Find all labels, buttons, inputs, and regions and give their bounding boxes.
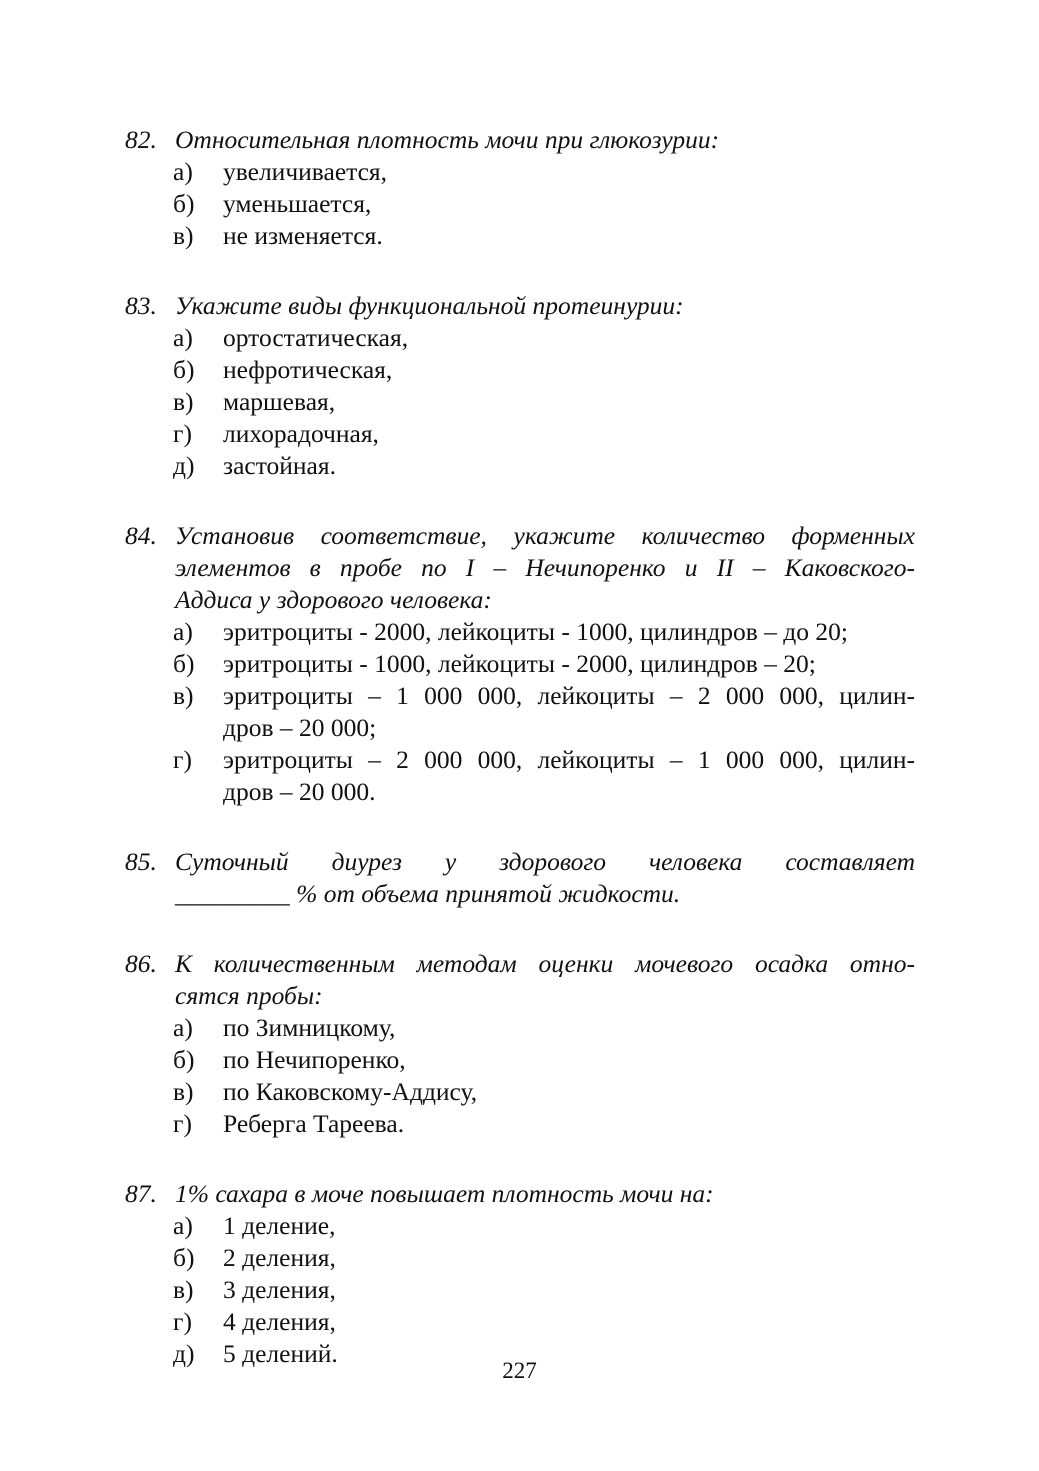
question-block (125, 290, 915, 482)
question-text-line: Суточный диурез у здорового человека составляет (175, 847, 915, 876)
answer-option-text (223, 354, 915, 386)
question-block (125, 520, 915, 808)
answer-option-letter: б) (173, 189, 195, 218)
answer-option-text (223, 188, 915, 220)
answer-option-line: 2 деления, (223, 1243, 336, 1272)
answer-option-line: дров – 20 000; (223, 713, 377, 742)
question-text-line: сятся пробы: (175, 981, 323, 1010)
answer-options (125, 322, 915, 482)
question-text-line: Относительная плотность мочи при глюкозурии: (175, 125, 720, 154)
question-heading (125, 1178, 915, 1210)
question-text (175, 520, 915, 616)
question-heading (125, 846, 915, 910)
answer-option (173, 1274, 915, 1306)
question-text-line: _________ % от объема принятой жидкости. (175, 879, 681, 908)
answer-option-text (223, 220, 915, 252)
question-text-line: элементов в пробе по I – Нечипоренко и II – Каковского- (175, 553, 915, 582)
answer-option-letter: б) (173, 1045, 195, 1074)
answer-option-letter: а) (173, 617, 193, 646)
answer-option (173, 680, 915, 744)
answer-option (173, 156, 915, 188)
answer-option-letter: а) (173, 1211, 193, 1240)
answer-option (173, 450, 915, 482)
answer-option (173, 616, 915, 648)
question-text-line: Установив соответствие, укажите количество форменных (175, 521, 915, 550)
answer-option-letter: а) (173, 1013, 193, 1042)
question-heading (125, 290, 915, 322)
answer-option (173, 188, 915, 220)
answer-option-text (223, 450, 915, 482)
answer-option-text (223, 648, 915, 680)
question-text-line: К количественным методам оценки мочевого осадка отно- (175, 949, 915, 978)
answer-option-line: эритроциты - 1000, лейкоциты - 2000, цилиндров – 20; (223, 649, 816, 678)
question-text-line: Аддиса у здорового человека: (175, 585, 492, 614)
answer-option-letter: б) (173, 355, 195, 384)
answer-option-line: дров – 20 000. (223, 777, 376, 806)
answer-option-line: лихорадочная, (223, 419, 379, 448)
answer-option-letter: б) (173, 1243, 195, 1272)
question-text-line: 1% сахара в моче повышает плотность мочи на: (175, 1179, 714, 1208)
answer-option (173, 1210, 915, 1242)
answer-option-line: 4 деления, (223, 1307, 336, 1336)
answer-option-letter: в) (173, 1077, 194, 1106)
question-number: 86. (125, 949, 157, 978)
question-block (125, 948, 915, 1140)
answer-option-letter: г) (173, 745, 192, 774)
answer-option-text (223, 680, 915, 744)
answer-option-line: застойная. (223, 451, 336, 480)
answer-option (173, 648, 915, 680)
answer-option-text (223, 1012, 915, 1044)
answer-option-letter: в) (173, 681, 194, 710)
answer-option-line: Реберга Тареева. (223, 1109, 405, 1138)
answer-options (125, 1210, 915, 1370)
question-text (175, 124, 915, 156)
answer-option-letter: г) (173, 1109, 192, 1138)
question-text-line: Укажите виды функциональной протеинурии: (175, 291, 684, 320)
answer-option-text (223, 1242, 915, 1274)
answer-option-letter: г) (173, 1307, 192, 1336)
answer-option (173, 1242, 915, 1274)
answer-option-text (223, 744, 915, 808)
question-number: 84. (125, 521, 157, 550)
answer-option (173, 1044, 915, 1076)
answer-option-line: эритроциты – 1 000 000, лейкоциты – 2 000 000, цилин- (223, 681, 915, 710)
answer-option (173, 418, 915, 450)
answer-option (173, 744, 915, 808)
question-block (125, 1178, 915, 1370)
answer-options (125, 1012, 915, 1140)
answer-option-letter: в) (173, 387, 194, 416)
question-block (125, 124, 915, 252)
answer-options (125, 156, 915, 252)
question-number: 82. (125, 125, 157, 154)
answer-option-line: эритроциты – 2 000 000, лейкоциты – 1 000 000, цилин- (223, 745, 915, 774)
answer-options (125, 616, 915, 808)
questions-list (125, 124, 915, 1408)
question-heading (125, 948, 915, 1012)
answer-option-line: по Нечипоренко, (223, 1045, 406, 1074)
answer-option (173, 220, 915, 252)
answer-option-line: по Каковскому-Аддису, (223, 1077, 478, 1106)
answer-option (173, 1108, 915, 1140)
answer-option-text (223, 1274, 915, 1306)
question-heading (125, 124, 915, 156)
question-heading (125, 520, 915, 616)
answer-option-line: по Зимницкому, (223, 1013, 396, 1042)
question-number: 83. (125, 291, 157, 320)
answer-option-letter: б) (173, 649, 195, 678)
question-text (175, 1178, 915, 1210)
answer-option (173, 1076, 915, 1108)
answer-option-text (223, 616, 915, 648)
answer-option-letter: в) (173, 1275, 194, 1304)
answer-option-line: маршевая, (223, 387, 336, 416)
answer-option-letter: д) (173, 1339, 195, 1368)
answer-option-letter: г) (173, 419, 192, 448)
answer-option-text (223, 1108, 915, 1140)
answer-option (173, 1306, 915, 1338)
question-number: 85. (125, 847, 157, 876)
answer-option-text (223, 322, 915, 354)
answer-option-line: 5 делений. (223, 1339, 338, 1368)
answer-option-line: 3 деления, (223, 1275, 336, 1304)
question-text (175, 290, 915, 322)
question-text (175, 846, 915, 910)
answer-option-line: эритроциты - 2000, лейкоциты - 1000, цилиндров – до 20; (223, 617, 848, 646)
answer-option-line: 1 деление, (223, 1211, 336, 1240)
answer-option-line: ортостатическая, (223, 323, 409, 352)
answer-option (173, 1012, 915, 1044)
answer-option-text (223, 1044, 915, 1076)
page-number: 227 (502, 1358, 537, 1383)
answer-option-text (223, 1306, 915, 1338)
answer-option-line: не изменяется. (223, 221, 383, 250)
answer-option-text (223, 1210, 915, 1242)
answer-option-text (223, 386, 915, 418)
question-text (175, 948, 915, 1012)
answer-option-letter: а) (173, 157, 193, 186)
answer-option-text (223, 418, 915, 450)
answer-option (173, 354, 915, 386)
answer-option-line: нефротическая, (223, 355, 393, 384)
answer-option-text (223, 156, 915, 188)
answer-option-line: увеличивается, (223, 157, 388, 186)
answer-option (173, 386, 915, 418)
question-block (125, 846, 915, 910)
answer-option-letter: д) (173, 451, 195, 480)
answer-option-letter: в) (173, 221, 194, 250)
question-number: 87. (125, 1179, 157, 1208)
answer-option-letter: а) (173, 323, 193, 352)
answer-option (173, 322, 915, 354)
answer-option-line: уменьшается, (223, 189, 372, 218)
answer-option-text (223, 1076, 915, 1108)
